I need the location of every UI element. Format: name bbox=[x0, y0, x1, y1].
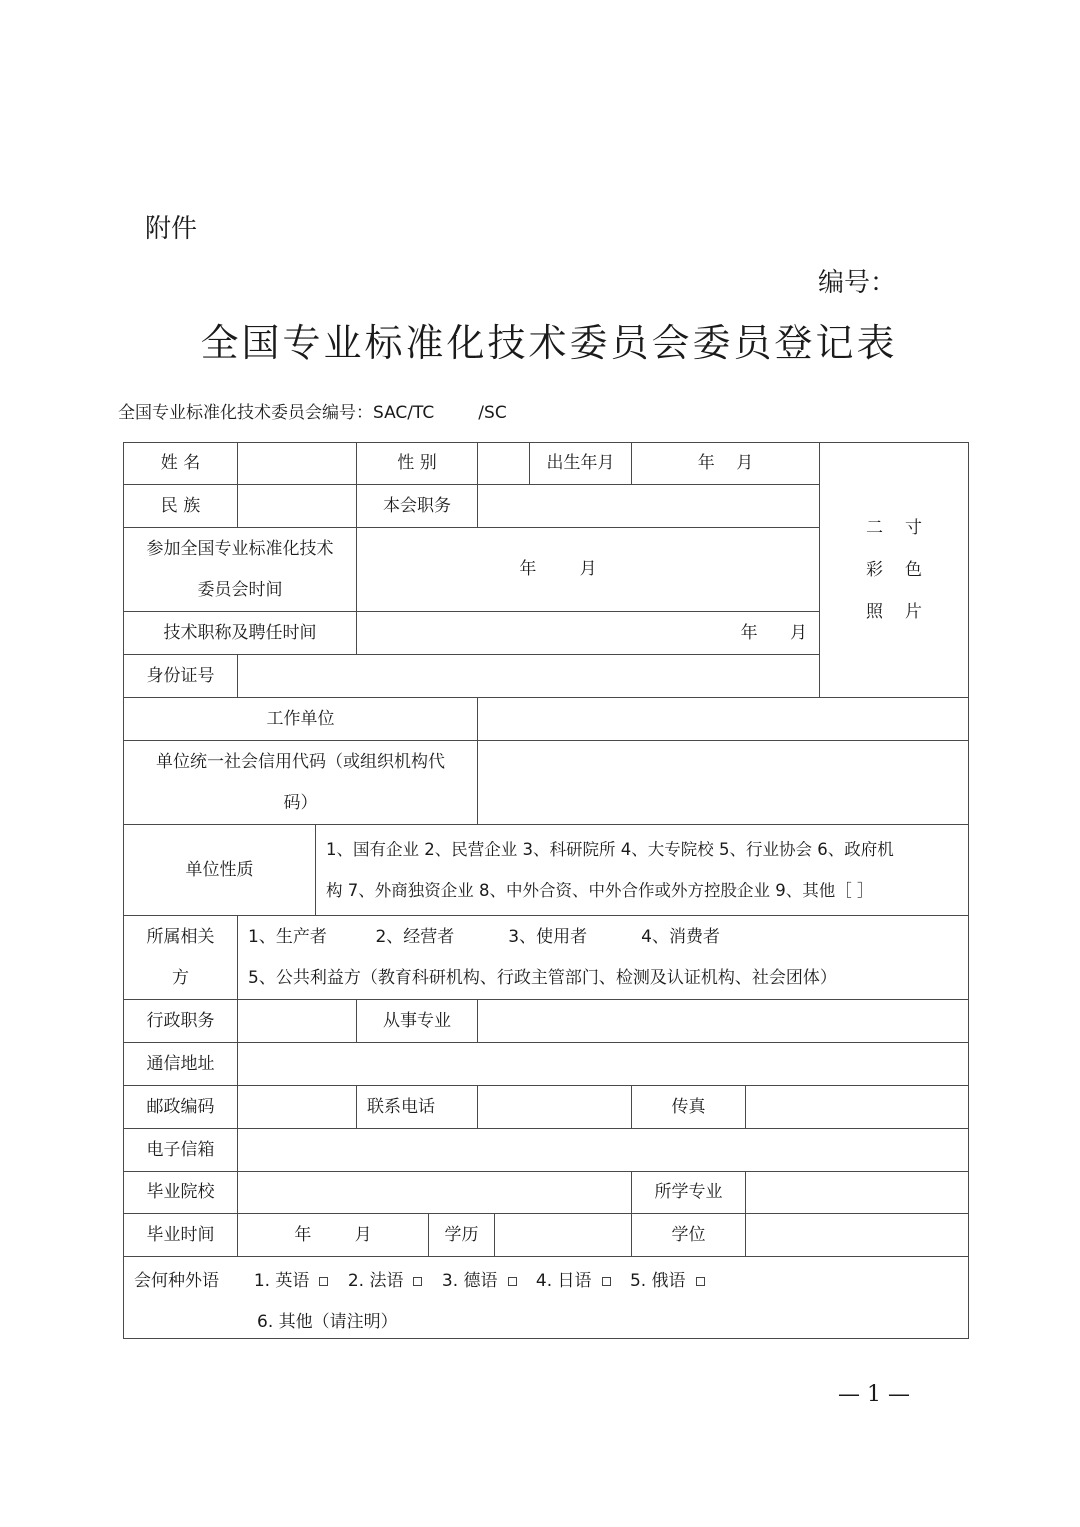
checkbox-icon[interactable] bbox=[602, 1277, 611, 1286]
join-time-field[interactable]: 年 月 bbox=[356, 527, 820, 612]
page-title: 全国专业标准化技术委员会委员登记表 bbox=[200, 321, 898, 365]
title-time-field[interactable]: 年 月 bbox=[356, 611, 820, 655]
name-field[interactable] bbox=[237, 442, 357, 485]
photo-box bbox=[819, 442, 969, 698]
attachment-label: 附件 bbox=[145, 214, 198, 244]
email-label: 电子信箱 bbox=[123, 1128, 238, 1172]
name-label: 姓 名 bbox=[123, 442, 238, 485]
address-label: 通信地址 bbox=[123, 1042, 238, 1086]
checkbox-icon[interactable] bbox=[413, 1277, 422, 1286]
gender-label: 性 别 bbox=[356, 442, 478, 485]
education-field[interactable] bbox=[494, 1213, 632, 1257]
id-number-field[interactable] bbox=[237, 654, 820, 698]
join-time-label bbox=[123, 527, 357, 612]
credit-code-label-line2: 码） bbox=[283, 792, 318, 813]
postcode-label: 邮政编码 bbox=[123, 1085, 238, 1129]
lang-option-german[interactable]: 3. 德语 bbox=[442, 1261, 517, 1302]
school-field[interactable] bbox=[237, 1171, 632, 1214]
unit-nature-options-line1: 1、国有企业 2、民营企业 3、科研院所 4、大专院校 5、行业协会 6、政府机 bbox=[326, 840, 894, 859]
employer-field[interactable] bbox=[477, 697, 969, 741]
postcode-field[interactable] bbox=[237, 1085, 357, 1129]
serial-number-label: 编号： bbox=[818, 268, 897, 298]
school-label: 毕业院校 bbox=[123, 1171, 238, 1214]
unit-nature-options-line2: 构 7、外商独资企业 8、中外合资、中外合作或外方控股企业 9、其他［ ］ bbox=[326, 881, 874, 900]
fax-field[interactable] bbox=[745, 1085, 969, 1129]
committee-position-label: 本会职务 bbox=[356, 484, 478, 528]
specialty-label: 从事专业 bbox=[356, 999, 478, 1043]
title-time-label: 技术职称及聘任时间 bbox=[123, 611, 357, 655]
grad-time-field[interactable]: 年 月 bbox=[237, 1213, 429, 1257]
stakeholder-options[interactable] bbox=[237, 915, 969, 1000]
photo-label-line3: 照片 bbox=[866, 602, 944, 622]
lang-option-french[interactable]: 2. 法语 bbox=[348, 1261, 423, 1302]
tc-number-label: 全国专业标准化技术委员会编号：SAC/TC bbox=[118, 403, 435, 423]
page-number: — 1 — bbox=[838, 1382, 910, 1407]
major-field[interactable] bbox=[745, 1171, 969, 1214]
admin-position-label: 行政职务 bbox=[123, 999, 238, 1043]
birth-field[interactable]: 年 月 bbox=[631, 442, 820, 485]
languages-label: 会何种外语 bbox=[134, 1271, 219, 1291]
lang-option-japanese[interactable]: 4. 日语 bbox=[536, 1261, 611, 1302]
languages-row bbox=[123, 1256, 969, 1339]
degree-field[interactable] bbox=[745, 1213, 969, 1257]
join-time-label-line2: 委员会时间 bbox=[197, 579, 283, 600]
phone-label: 联系电话 bbox=[356, 1085, 478, 1129]
tc-number-suffix: /SC bbox=[478, 403, 507, 423]
credit-code-label-line1: 单位统一社会信用代码（或组织机构代 bbox=[156, 751, 445, 772]
gender-field[interactable] bbox=[477, 442, 530, 485]
ethnicity-label: 民 族 bbox=[123, 484, 238, 528]
photo-label-line2: 彩色 bbox=[866, 560, 944, 580]
major-label: 所学专业 bbox=[631, 1171, 746, 1214]
education-label: 学历 bbox=[428, 1213, 495, 1257]
stakeholder-label bbox=[123, 915, 238, 1000]
fax-label: 传真 bbox=[631, 1085, 746, 1129]
ethnicity-field[interactable] bbox=[237, 484, 357, 528]
join-time-label-line1: 参加全国专业标准化技术 bbox=[146, 538, 334, 559]
checkbox-icon[interactable] bbox=[508, 1277, 517, 1286]
stakeholder-label-line2: 方 bbox=[172, 967, 189, 988]
unit-nature-label: 单位性质 bbox=[123, 824, 316, 916]
committee-position-field[interactable] bbox=[477, 484, 820, 528]
tc-number-line bbox=[118, 398, 507, 423]
grad-time-label: 毕业时间 bbox=[123, 1213, 238, 1257]
checkbox-icon[interactable] bbox=[696, 1277, 705, 1286]
lang-option-russian[interactable]: 5. 俄语 bbox=[630, 1261, 705, 1302]
credit-code-label bbox=[123, 740, 478, 825]
degree-label: 学位 bbox=[631, 1213, 746, 1257]
specialty-field[interactable] bbox=[477, 999, 969, 1043]
lang-option-other[interactable]: 6. 其他（请注明） bbox=[257, 1312, 398, 1332]
phone-field[interactable] bbox=[477, 1085, 632, 1129]
stakeholder-options-line1: 1、生产者 2、经营者 3、使用者 4、消费者 bbox=[248, 926, 720, 947]
stakeholder-label-line1: 所属相关 bbox=[146, 926, 215, 947]
credit-code-field[interactable] bbox=[477, 740, 969, 825]
address-field[interactable] bbox=[237, 1042, 969, 1086]
employer-label: 工作单位 bbox=[123, 697, 478, 741]
email-field[interactable] bbox=[237, 1128, 969, 1172]
lang-option-english[interactable]: 1. 英语 bbox=[254, 1261, 329, 1302]
stakeholder-options-line2: 5、公共利益方（教育科研机构、行政主管部门、检测及认证机构、社会团体） bbox=[248, 967, 837, 988]
admin-position-field[interactable] bbox=[237, 999, 357, 1043]
unit-nature-options[interactable] bbox=[315, 824, 969, 916]
birth-label: 出生年月 bbox=[529, 442, 632, 485]
id-number-label: 身份证号 bbox=[123, 654, 238, 698]
checkbox-icon[interactable] bbox=[319, 1277, 328, 1286]
photo-label-line1: 二寸 bbox=[866, 518, 944, 538]
